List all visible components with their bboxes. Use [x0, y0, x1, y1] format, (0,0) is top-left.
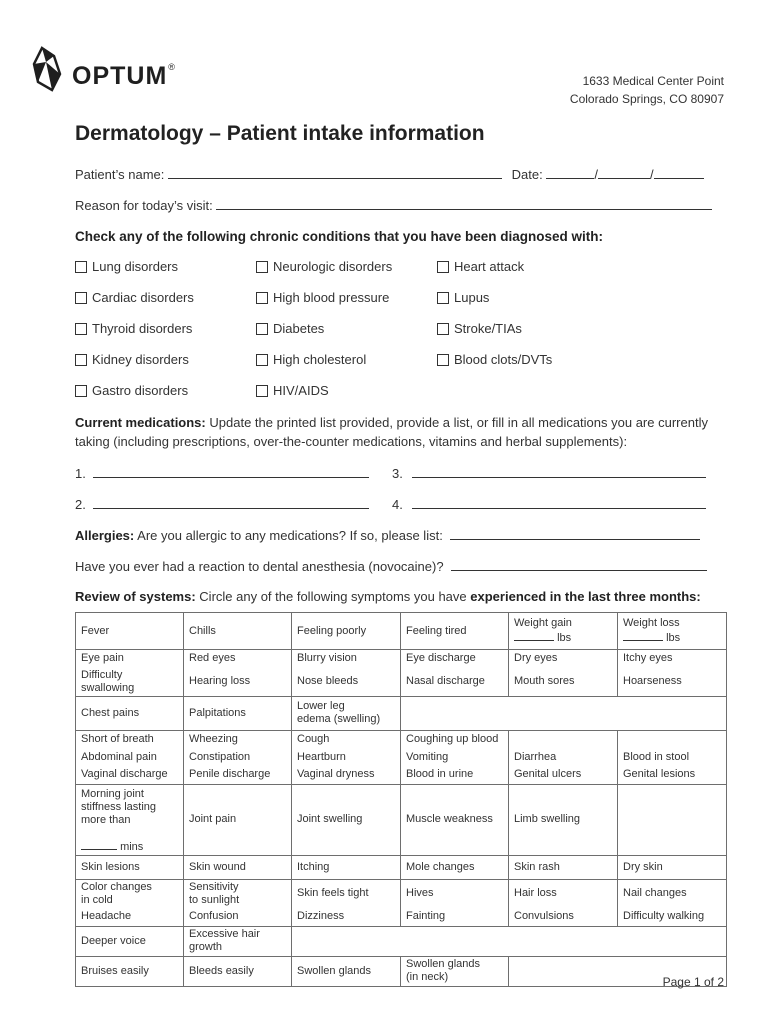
empty-cell [618, 730, 727, 748]
symptom-cell[interactable]: Skin feels tight [292, 879, 401, 908]
review-text: Circle any of the following symptoms you have [199, 589, 467, 604]
table-row [76, 956, 727, 986]
checkbox[interactable] [75, 354, 87, 366]
symptom-cell[interactable]: Constipation [184, 748, 292, 766]
date-month-field[interactable] [546, 166, 594, 179]
symptom-cell[interactable]: Eye discharge [401, 650, 509, 668]
excessive-hair-cell[interactable]: Excessive hair growth [184, 926, 292, 956]
condition-lung[interactable]: Lung disorders [75, 259, 178, 274]
symptom-cell[interactable]: Blood in urine [401, 766, 509, 784]
empty-cell [618, 784, 727, 855]
symptom-cell[interactable]: Mouth sores [509, 668, 618, 697]
reason-field[interactable] [216, 197, 712, 210]
medication-field-3[interactable] [412, 465, 706, 478]
symptom-cell[interactable]: Difficulty swallowing [76, 668, 184, 697]
morning-stiffness-minutes-field[interactable] [81, 839, 117, 850]
table-row [76, 650, 727, 668]
symptom-cell[interactable]: Chills [184, 613, 292, 650]
medications-instructions: Update the printed list provided, provide a list, or fill in all medications you are currently taking (including prescriptions, over-the-counter medications, vitamins and herbal supplements): [75, 415, 708, 449]
condition-cardiac[interactable]: Cardiac disorders [75, 290, 194, 305]
allergies-label: Allergies: [75, 528, 135, 543]
symptom-cell[interactable]: Palpitations [184, 696, 292, 730]
condition-lupus[interactable]: Lupus [437, 290, 489, 305]
medication-field-2[interactable] [93, 496, 369, 509]
review-emphasis: experienced in the last three months: [470, 589, 701, 604]
symptom-cell[interactable]: Genital ulcers [509, 766, 618, 784]
empty-cell [509, 730, 618, 748]
symptom-cell[interactable]: Joint pain [184, 784, 292, 855]
optum-logo [32, 46, 192, 94]
checkbox[interactable] [256, 261, 268, 273]
symptom-cell[interactable]: Itchy eyes [618, 650, 727, 668]
logo-wordmark: OPTUM® [72, 62, 176, 90]
symptom-cell[interactable]: Dizziness [292, 908, 401, 926]
condition-high-cholesterol[interactable]: High cholesterol [256, 352, 366, 367]
dental-anesthesia-field[interactable] [451, 558, 707, 571]
checkbox[interactable] [75, 323, 87, 335]
symptom-cell[interactable]: Fainting [401, 908, 509, 926]
conditions-heading: Check any of the following chronic conditions that you have been diagnosed with: [75, 229, 604, 244]
morning-stiffness-cell[interactable]: Morning joint stiffness lasting more than mins [76, 784, 184, 855]
symptom-cell[interactable]: Mole changes [401, 855, 509, 879]
dental-anesthesia-row [75, 558, 707, 574]
symptom-cell[interactable]: Vomiting [401, 748, 509, 766]
swollen-neck-cell[interactable]: Swollen glands (in neck) [401, 956, 509, 986]
condition-kidney[interactable]: Kidney disorders [75, 352, 189, 367]
sensitivity-cell[interactable]: Sensitivity to sunlight [184, 879, 292, 908]
symptom-cell[interactable]: Blurry vision [292, 650, 401, 668]
review-heading [75, 589, 701, 604]
symptom-cell[interactable]: Headache [76, 908, 184, 926]
medication-field-1[interactable] [93, 465, 369, 478]
checkbox[interactable] [437, 354, 449, 366]
checkbox[interactable] [256, 354, 268, 366]
symptom-cell[interactable]: Coughing up blood [401, 730, 509, 748]
symptom-cell[interactable]: Bruises easily [76, 956, 184, 986]
symptom-cell[interactable]: Cough [292, 730, 401, 748]
condition-gastro[interactable]: Gastro disorders [75, 383, 188, 398]
symptom-cell[interactable]: Abdominal pain [76, 748, 184, 766]
patient-name-field[interactable] [168, 166, 502, 179]
condition-neurologic[interactable]: Neurologic disorders [256, 259, 392, 274]
symptom-cell[interactable]: Hoarseness [618, 668, 727, 697]
medication-field-4[interactable] [412, 496, 706, 509]
address-line-2: Colorado Springs, CO 80907 [569, 92, 724, 106]
symptom-cell[interactable]: Vaginal discharge [76, 766, 184, 784]
condition-blood-clots[interactable]: Blood clots/DVTs [437, 352, 552, 367]
condition-high-blood-pressure[interactable]: High blood pressure [256, 290, 389, 305]
symptom-cell[interactable]: Blood in stool [618, 748, 727, 766]
review-label: Review of systems: [75, 589, 196, 604]
checkbox[interactable] [75, 385, 87, 397]
symptom-cell[interactable]: Heartburn [292, 748, 401, 766]
checkbox[interactable] [256, 323, 268, 335]
page-number: Page 1 of 2 [662, 975, 724, 989]
symptom-cell[interactable]: Wheezing [184, 730, 292, 748]
empty-cell [509, 926, 618, 956]
condition-thyroid[interactable]: Thyroid disorders [75, 321, 192, 336]
symptom-cell[interactable]: Nose bleeds [292, 668, 401, 697]
medication-line-4: 4. [392, 496, 706, 512]
symptom-cell[interactable]: Limb swelling [509, 784, 618, 855]
date-year-field[interactable] [654, 166, 704, 179]
table-row [76, 879, 727, 908]
condition-stroke-tias[interactable]: Stroke/TIAs [437, 321, 522, 336]
allergies-question: Are you allergic to any medications? If so, please list: [137, 528, 443, 543]
table-row [76, 855, 727, 879]
symptom-cell[interactable]: Joint swelling [292, 784, 401, 855]
weight-gain-field[interactable] [514, 630, 554, 641]
allergies-field[interactable] [450, 527, 700, 540]
symptom-cell[interactable]: Short of breath [76, 730, 184, 748]
lower-leg-edema-cell[interactable]: Lower leg edema (swelling) [292, 696, 401, 730]
checkbox[interactable] [437, 323, 449, 335]
symptom-cell[interactable]: Confusion [184, 908, 292, 926]
weight-loss-field[interactable] [623, 630, 663, 641]
symptom-cell[interactable]: Dry eyes [509, 650, 618, 668]
symptom-cell[interactable]: Itching [292, 855, 401, 879]
medication-line-1: 1. [75, 465, 369, 481]
table-row [76, 784, 727, 855]
table-row [76, 908, 727, 926]
symptom-cell[interactable]: Skin wound [184, 855, 292, 879]
symptom-cell[interactable]: Skin lesions [76, 855, 184, 879]
symptom-cell[interactable]: Feeling poorly [292, 613, 401, 650]
empty-cell [618, 696, 727, 730]
symptom-cell[interactable]: Deeper voice [76, 926, 184, 956]
checkbox[interactable] [437, 292, 449, 304]
symptom-cell[interactable]: Genital lesions [618, 766, 727, 784]
table-row [76, 926, 727, 956]
empty-cell [401, 926, 509, 956]
medications-label: Current medications: [75, 415, 206, 430]
date-day-field[interactable] [598, 166, 650, 179]
checkbox[interactable] [256, 385, 268, 397]
symptom-cell[interactable]: Skin rash [509, 855, 618, 879]
symptom-cell[interactable]: Hair loss [509, 879, 618, 908]
table-row [76, 748, 727, 766]
color-changes-cell[interactable]: Color changes in cold [76, 879, 184, 908]
symptom-cell[interactable]: Vaginal dryness [292, 766, 401, 784]
symptom-cell[interactable]: Nail changes [618, 879, 727, 908]
medications-paragraph [75, 413, 715, 451]
symptom-cell[interactable]: Penile discharge [184, 766, 292, 784]
symptom-cell[interactable]: Convulsions [509, 908, 618, 926]
symptom-cell[interactable]: Eye pain [76, 650, 184, 668]
empty-cell [292, 926, 401, 956]
symptom-cell[interactable]: Red eyes [184, 650, 292, 668]
symptom-cell[interactable]: Fever [76, 613, 184, 650]
address-line-1: 1633 Medical Center Point [582, 74, 724, 88]
table-row [76, 613, 727, 650]
table-row [76, 730, 727, 748]
empty-cell [401, 696, 509, 730]
checkbox[interactable] [256, 292, 268, 304]
symptom-cell[interactable]: Feeling tired [401, 613, 509, 650]
empty-cell [618, 926, 727, 956]
table-row [76, 668, 727, 697]
condition-heart-attack[interactable]: Heart attack [437, 259, 524, 274]
symptom-cell[interactable]: Difficulty walking [618, 908, 727, 926]
symptom-cell[interactable]: Nasal discharge [401, 668, 509, 697]
checkbox[interactable] [75, 261, 87, 273]
weight-gain-cell[interactable]: Weight gain lbs [509, 613, 618, 650]
symptom-cell[interactable]: Diarrhea [509, 748, 618, 766]
empty-cell [509, 696, 618, 730]
symptom-cell[interactable]: Muscle weakness [401, 784, 509, 855]
symptom-cell[interactable]: Bleeds easily [184, 956, 292, 986]
empty-cell [509, 956, 618, 986]
optum-logo-mark-icon [32, 46, 72, 92]
symptom-cell[interactable]: Hives [401, 879, 509, 908]
symptom-cell[interactable]: Hearing loss [184, 668, 292, 697]
medication-line-2: 2. [75, 496, 369, 512]
symptom-cell[interactable]: Chest pains [76, 696, 184, 730]
address-block [570, 72, 724, 108]
weight-loss-cell[interactable]: Weight loss lbs [618, 613, 727, 650]
symptom-cell[interactable]: Swollen glands [292, 956, 401, 986]
page-title: Dermatology – Patient intake information [75, 122, 485, 145]
dental-anesthesia-question: Have you ever had a reaction to dental anesthesia (novocaine)? [75, 559, 444, 574]
medication-line-3: 3. [392, 465, 706, 481]
patient-name-row [75, 166, 704, 182]
condition-diabetes[interactable]: Diabetes [256, 321, 324, 336]
patient-name-label: Patient’s name: [75, 167, 165, 182]
condition-hiv-aids[interactable]: HIV/AIDS [256, 383, 329, 398]
date-label: Date: [511, 167, 543, 182]
reason-row [75, 197, 712, 213]
symptoms-table [75, 612, 727, 987]
table-row [76, 766, 727, 784]
checkbox[interactable] [437, 261, 449, 273]
date-separator-1: / [594, 167, 598, 182]
checkbox[interactable] [75, 292, 87, 304]
reason-label: Reason for today’s visit: [75, 198, 213, 213]
table-row [76, 696, 727, 730]
date-separator-2: / [649, 167, 654, 182]
allergies-row [75, 527, 700, 543]
symptom-cell[interactable]: Dry skin [618, 855, 727, 879]
